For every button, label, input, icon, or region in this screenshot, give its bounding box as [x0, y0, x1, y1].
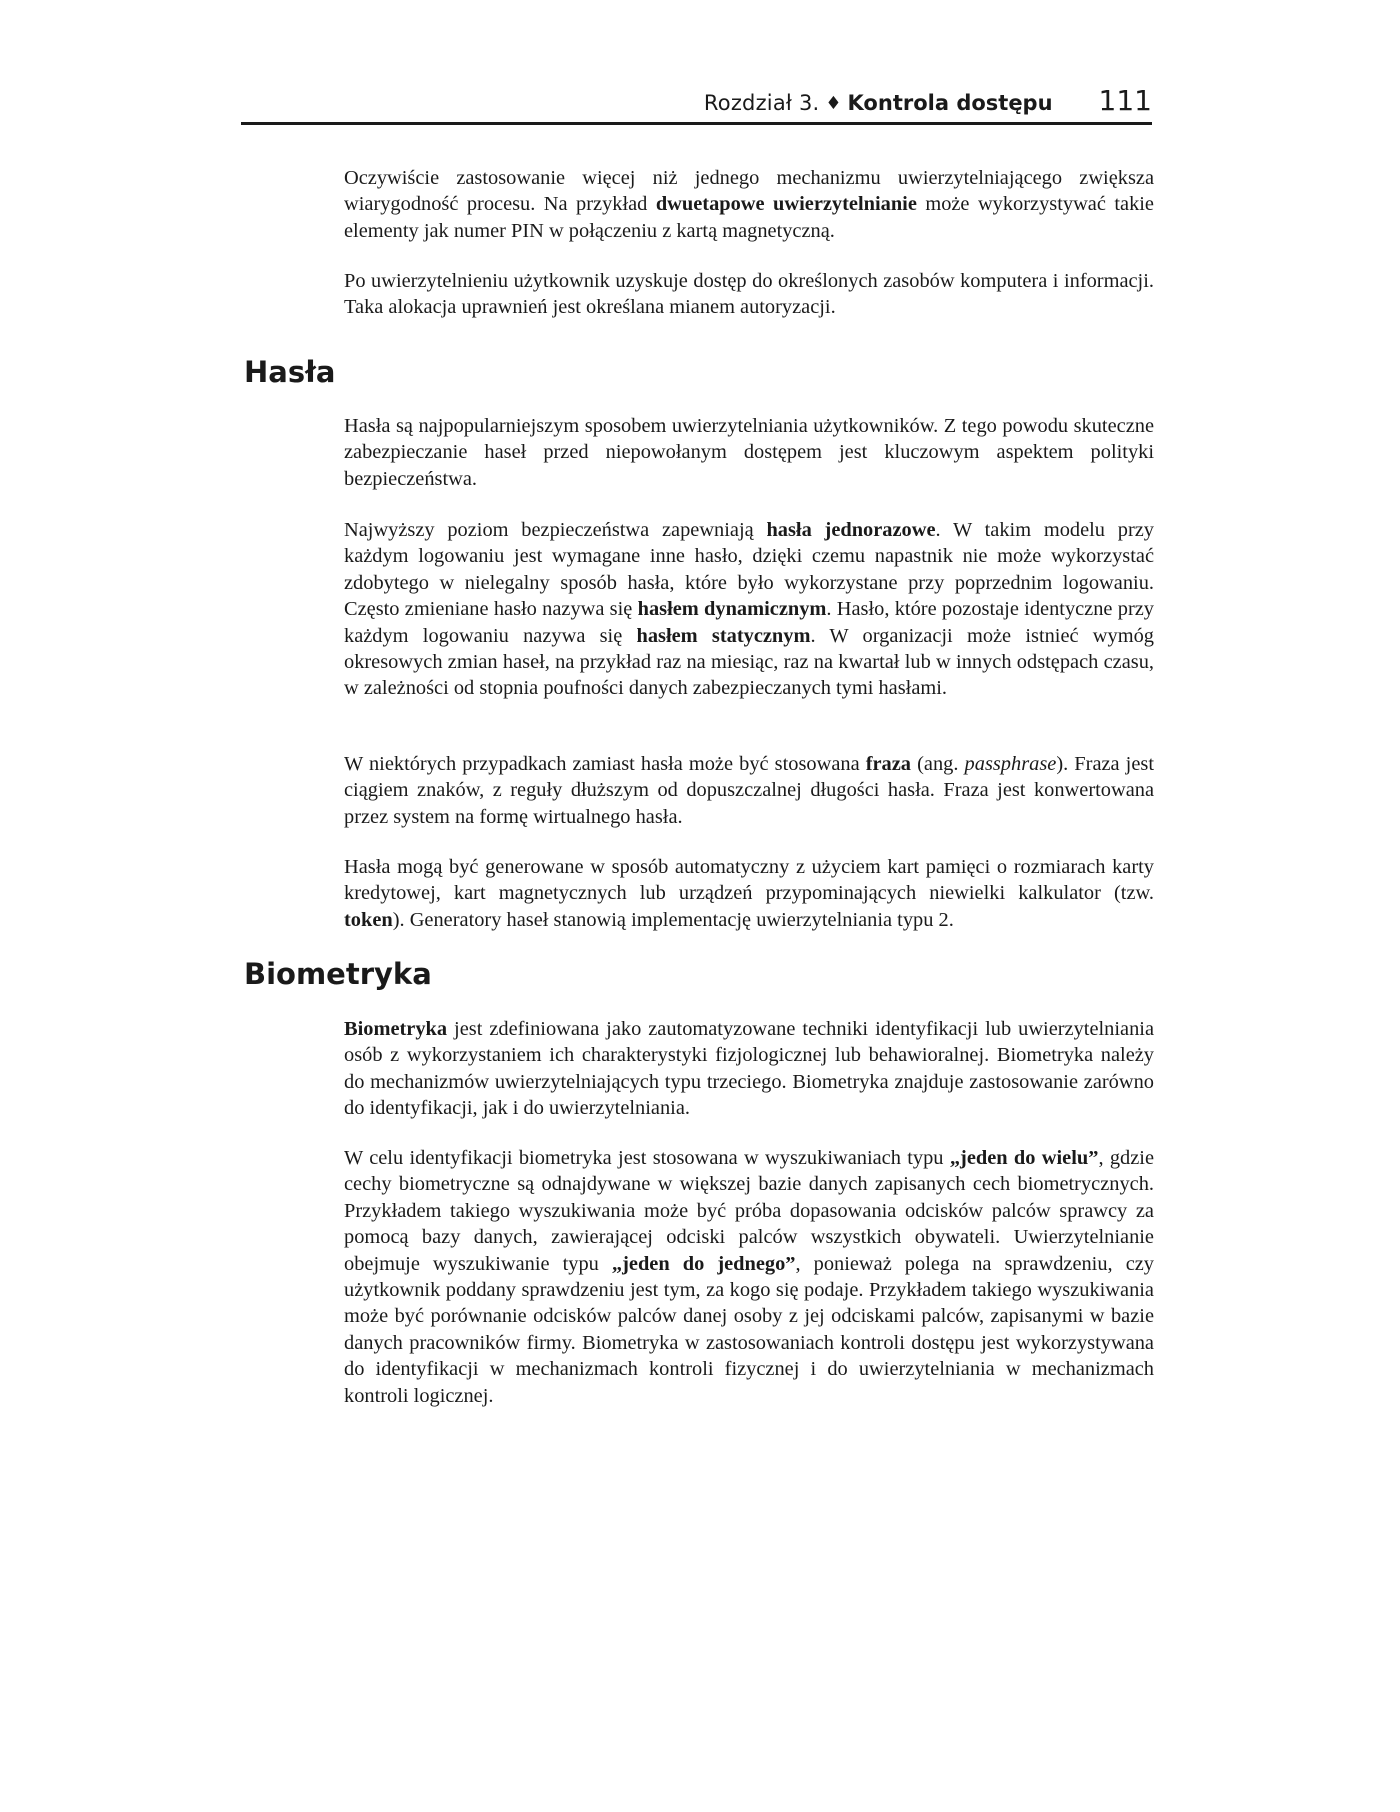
hasla-paragraph-2: [344, 517, 1154, 702]
bold-term: dwuetapowe uwierzytelnianie: [655, 193, 917, 216]
bold-term: fraza: [865, 753, 912, 775]
text-run: , ponieważ polega na sprawdzeniu, czy użytkownik poddany sprawdzeniu jest tym, za kogo się podaje. Przykładem takiego wyszukiwania może być porównanie odcisków palców danej osoby z jej odciskami palców, zapisanymi w bazie danych pracowników firmy. Biometryka w zastosowaniach kontroli dostępu jest wykorzystywana do identyfikacji w mechanizmach kontroli fizycznej i do uwierzytelniania w mechanizmach kontroli logicznej.: [344, 1252, 1154, 1407]
text-run: , gdzie cechy biometryczne są odnajdywane w większej bazie danych zapisanych cech biometrycznych. Przykładem takiego wyszukiwania może być próba dopasowania odcisków palców sprawcy za pomocą bazy danych, zawierającej odciski palców wszystkich obywateli. Uwierzytelnianie obejmuje wyszukiwanie typu: [344, 1147, 1155, 1275]
chapter-number: Rozdział 3.: [703, 91, 820, 115]
section-heading-biometryka: Biometryka: [244, 957, 432, 991]
text-run: Hasła są najpopularniejszym sposobem uwierzytelniania użytkowników. Z tego powodu skuteczne zabezpieczanie haseł przed niepowołanym dostępem jest kluczowym aspektem polityki bezpieczeństwa.: [344, 415, 1154, 490]
bold-term: Biometryka: [344, 1018, 448, 1040]
bold-term: token: [344, 908, 393, 931]
section-heading-hasla: Hasła: [244, 355, 336, 389]
biometryka-paragraph-2: [344, 1145, 1154, 1409]
text-run: jest zdefiniowana jako zautomatyzowane techniki identyfikacji lub uwierzytelniania osób z wykorzystaniem ich charakterystyki fizjologicznej lub behawioralnej. Biometryka należy do mechanizmów uwierzytelniających typu trzeciego. Biometryka znajduje zastosowanie zarówno do identyfikacji, jak i do uwierzytelniania.: [344, 1018, 1154, 1120]
bold-term: hasła jednorazowe: [766, 519, 936, 541]
bold-term: hasłem statycznym: [636, 624, 811, 647]
hasla-paragraph-1: [344, 413, 1154, 492]
chapter-title: Kontrola dostępu: [847, 91, 1053, 115]
text-run: Hasła mogą być generowane w sposób automatyczny z użyciem kart pamięci o rozmiarach karty kredytowej, kart magnetycznych lub urządzeń przypominających niewielki kalkulator (tzw.: [344, 856, 1154, 905]
intro-paragraph-2: [344, 268, 1154, 321]
page-number: 111: [1098, 84, 1152, 117]
text-run: W niektórych przypadkach zamiast hasła może być stosowana: [344, 753, 866, 775]
text-run: . W takim modelu przy każdym logowaniu jest wymagane inne hasło, dzięki czemu napastnik nie może wykorzystać zdobytego w nielegalny sposób hasła, które było wykorzystane przy poprzednim logowaniu. Często zmieniane hasło nazywa się: [344, 519, 1154, 621]
text-run: ). Fraza jest ciągiem znaków, z reguły dłuższym od dopuszczalnej długości hasła. Fraza jest konwertowana przez system na formę wirtualnego hasła.: [344, 753, 1155, 828]
text-run: Najwyższy poziom bezpieczeństwa zapewniają: [344, 519, 767, 541]
diamond-separator-icon: ♦: [825, 93, 842, 114]
text-run: może wykorzystywać takie elementy jak numer PIN w połączeniu z kartą magnetyczną.: [344, 193, 1154, 242]
hasla-paragraph-3: [344, 751, 1154, 830]
text-run: . W organizacji może istnieć wymóg okresowych zmian haseł, na przykład raz na miesiąc, raz na kwartał lub w innych odstępach czasu, w zależności od stopnia poufności danych zabezpieczanych tymi hasłami.: [344, 624, 1154, 700]
bold-term: „jeden do jednego”: [611, 1252, 796, 1275]
text-run: . Hasło, które pozostaje identyczne przy każdym logowaniu nazywa się: [344, 598, 1154, 647]
italic-term: passphrase: [964, 753, 1057, 775]
text-run: Po uwierzytelnieniu użytkownik uzyskuje dostęp do określonych zasobów komputera i informacji. Taka alokacja uprawnień jest określana mianem autoryzacji.: [344, 270, 1154, 319]
text-run: ). Generatory haseł stanowią implementację uwierzytelniania typu 2.: [392, 908, 954, 931]
bold-term: „jeden do wielu”: [949, 1147, 1099, 1169]
biometryka-paragraph-1: [344, 1016, 1154, 1122]
intro-paragraph-1: [344, 165, 1154, 244]
text-run: (ang.: [911, 753, 965, 775]
text-run: W celu identyfikacji biometryka jest stosowana w wyszukiwaniach typu: [344, 1147, 950, 1169]
hasla-paragraph-4: [344, 854, 1154, 933]
bold-term: hasłem dynamicznym: [637, 598, 827, 621]
running-header: [241, 80, 1152, 125]
text-run: Oczywiście zastosowanie więcej niż jednego mechanizmu uwierzytelniającego zwiększa wiarygodność procesu. Na przykład: [344, 167, 1154, 216]
